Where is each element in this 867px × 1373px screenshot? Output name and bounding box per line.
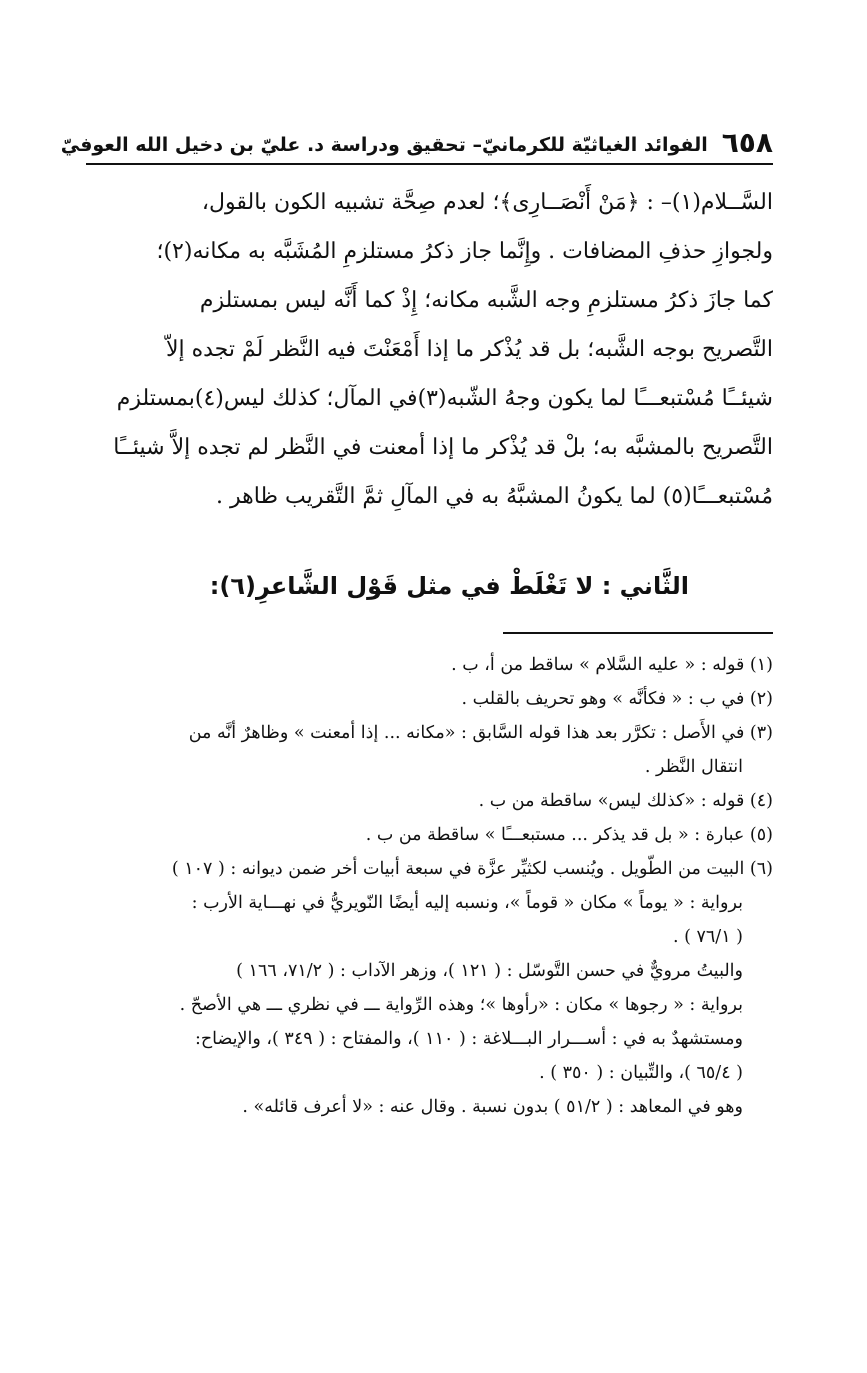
footnote-divider xyxy=(503,632,773,634)
footnote-3-continuation: انتقال النَّظر . xyxy=(644,757,743,777)
footnote-6-paragraph: ومستشهدٌ به في : أســـرار البـــلاغة : ( ١١٠ )، والمفتاح : ( ٣٤٩ )، والإيضاح: xyxy=(194,1029,743,1049)
text-line: كما جازَ ذكرُ مستلزمِ وجه الشَّبه مكانه؛ إِذْ كما أَنَّه ليس بمستلزم xyxy=(199,288,773,313)
footnote-5: (٥) عبارة : « بل قد يذكر ... مستبعـــًا » ساقطة من ب . xyxy=(365,825,773,845)
text-line: التَّصريح بوجه الشَّبه؛ بل قد يُذْكر ما إذا أَمْعَنْتَ فيه النَّظر لَمْ تجده إلاّ xyxy=(165,337,773,362)
footnote-6-paragraph: والبيتُ مرويٌّ في حسن التَّوسّل : ( ١٢١ )، وزهر الآداب : ( ٧١/٢، ١٦٦ ) xyxy=(236,961,743,981)
footnote-1: (١) قوله : « عليه السَّلام » ساقط من أ، ب . xyxy=(451,655,773,675)
text-line: السَّــلام(١)– : ﴿مَنْ أَنْصَــارِى﴾؛ لعدم صِحَّة تشبيه الكون بالقول، xyxy=(201,190,773,215)
running-title: الفوائد الغياثيّة للكرمانيّ– تحقيق ودراسة د. عليّ بن دخيل الله العوفيّ xyxy=(60,134,708,156)
footnote-6-continuation: برواية : « يوماً » مكان « قوماً »، ونسبه إليه أيضًا النّويريُّ في نهـــاية الأرب : xyxy=(191,893,743,913)
footnote-3: (٣) في الأَصل : تكرَّر بعد هذا قوله السَّابق : «مكانه ... إذا أمعنت » وظاهرٌ أنَّه من xyxy=(188,723,773,743)
page-header xyxy=(60,112,773,160)
text-line: شيئــًا مُسْتبعـــًا لما يكون وجهُ الشّبه(٣)في المآل؛ كذلك ليس(٤)بمستلزم xyxy=(116,386,773,411)
footnotes-list xyxy=(86,648,773,1124)
footnote-6-continuation: ( ٧٦/١ ) . xyxy=(672,927,743,947)
footnote-6: (٦) البيت من الطّويل . ويُنسب لكثيِّر عزَّة في سبعة أبيات أخر ضمن ديوانه : ( ١٠٧ ) xyxy=(171,859,773,879)
footnote-2: (٢) في ب : « فكأنَّه » وهو تحريف بالقلب . xyxy=(461,689,773,709)
text-line: مُسْتبعـــًا(٥) لما يكونُ المشبَّهُ به في المآلِ ثمَّ التَّقريب ظاهر . xyxy=(216,484,773,509)
text-line: ولجوازِ حذفِ المضافات . وإِنَّما جاز ذكرُ مستلزمِ المُشَبَّه به مكانه(٢)؛ xyxy=(156,239,773,264)
footnote-6-paragraph: وهو في المعاهد : ( ٥١/٢ ) بدون نسبة . وقال عنه : «لا أعرف قائله» . xyxy=(242,1097,743,1117)
footnote-4: (٤) قوله : «كذلك ليس» ساقطة من ب . xyxy=(478,791,773,811)
header-divider xyxy=(86,163,773,165)
section-heading: الثَّاني : لا تَغْلَطْ في مثل قَوْل الشَّاعرِ(٦): xyxy=(209,572,689,600)
footnote-6-continuation: برواية : « رجوها » مكان : «رأوها »؛ وهذه الرِّواية ـــ في نظري ـــ هي الأصحّ . xyxy=(179,995,743,1015)
page-number: ٦٥٨ xyxy=(721,126,773,159)
footnote-6-continuation: ( ٦٥/٤ )، والتِّبيان : ( ٣٥٠ ) . xyxy=(539,1063,743,1083)
text-line: التَّصريح بالمشبَّه به؛ بلْ قد يُذْكر ما إذا أمعنت في النَّظر لم تجده إلاَّ شيئــًا xyxy=(113,435,773,460)
main-text xyxy=(86,178,773,521)
